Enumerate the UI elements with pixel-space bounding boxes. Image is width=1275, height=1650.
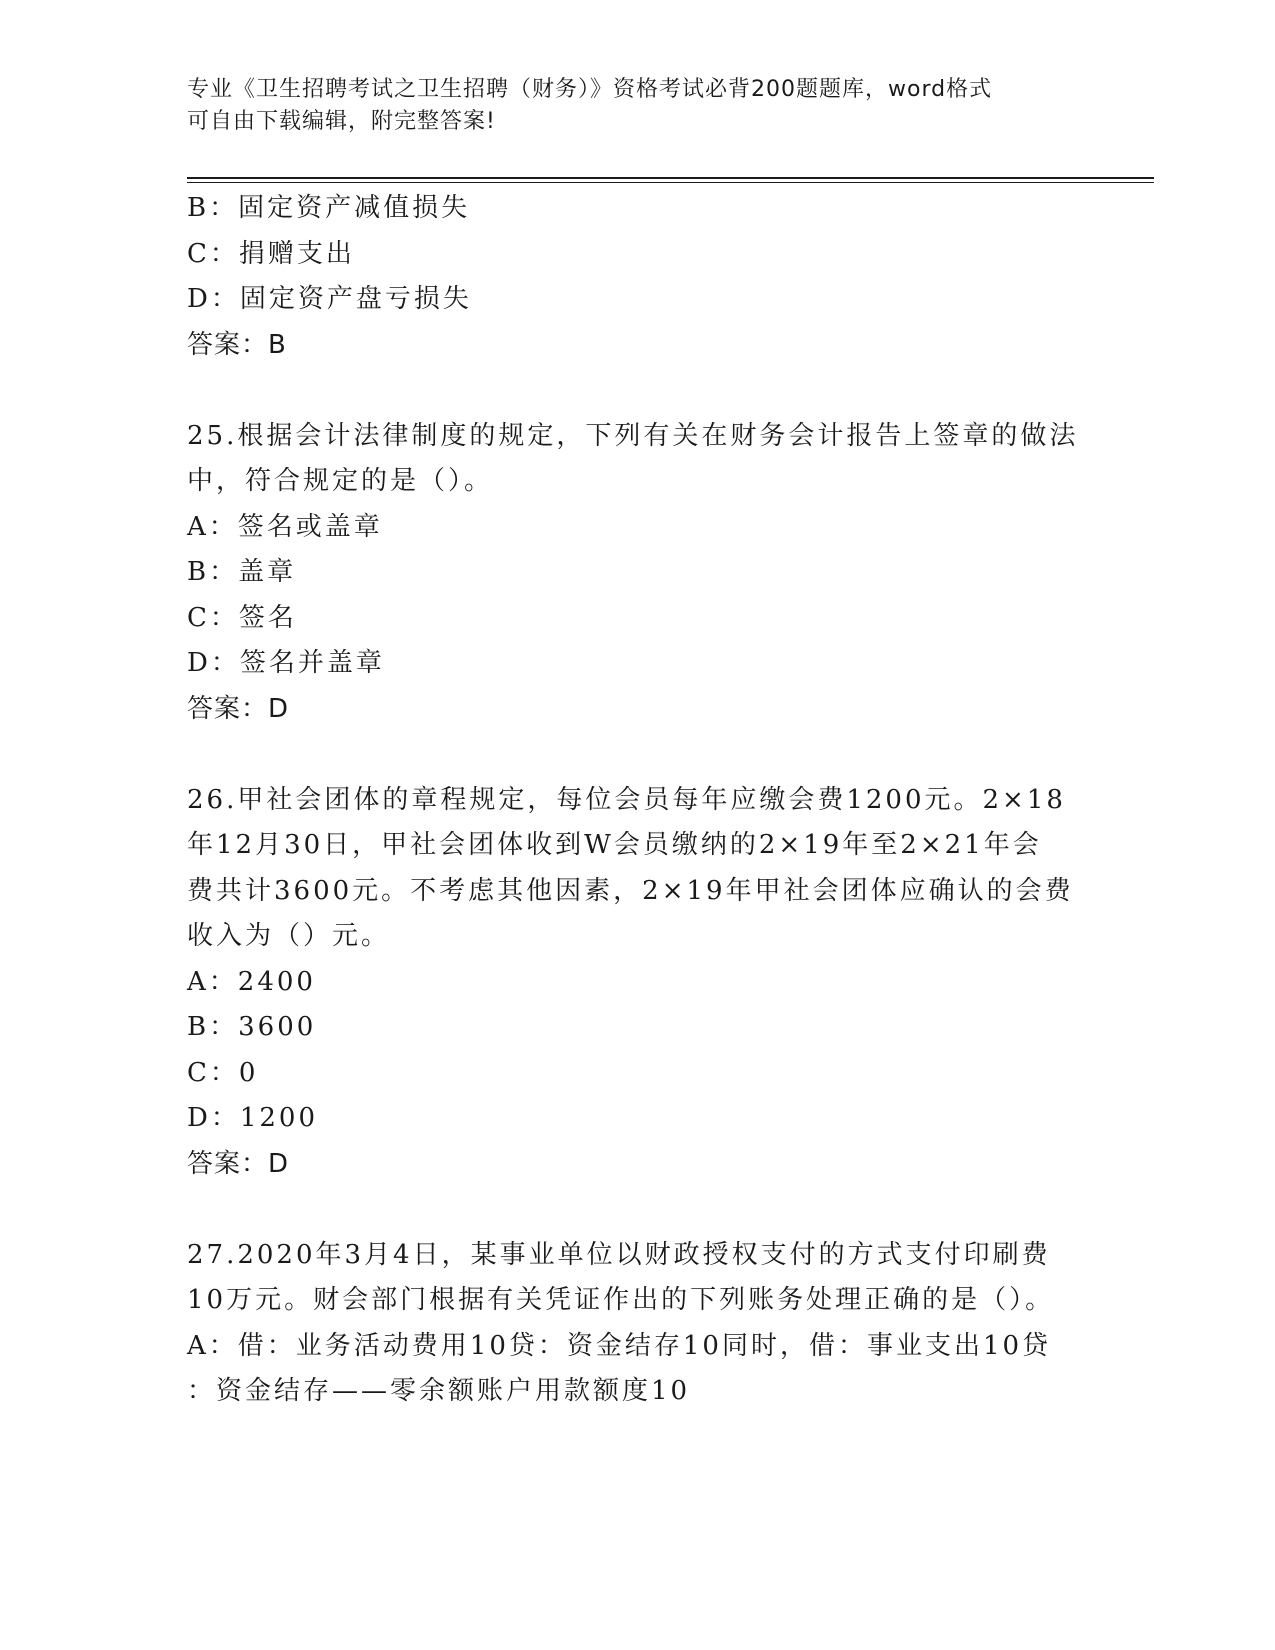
answer-line: 答案：D: [187, 693, 290, 724]
question-stem-line-1: 26.甲社会团体的章程规定，每位会员每年应缴会费1200元。2×18: [187, 784, 1066, 815]
question-list: [187, 186, 1087, 1415]
option-b: B：固定资产减值损失: [187, 193, 471, 223]
option-a: A：签名或盖章: [187, 511, 383, 542]
header-title-line-2: 可自由下载编辑，附完整答案!: [187, 109, 496, 134]
option-a-line-1: A：借：业务活动费用10贷：资金结存10同时，借：事业支出10贷: [187, 1330, 1052, 1361]
option-a-line-2: ：资金结存——零余额账户用款额度10: [187, 1376, 691, 1406]
question-26: [187, 778, 1087, 1188]
spacer: [187, 732, 1087, 778]
answer-line: 答案：B: [187, 329, 287, 360]
option-b: B：盖章: [187, 557, 297, 587]
question-25: [187, 414, 1087, 733]
option-a: A：2400: [187, 966, 316, 997]
question-stem-line-4: 收入为（）元。: [187, 921, 391, 951]
header-divider-thin: [187, 182, 1154, 183]
header-divider-thick: [187, 177, 1154, 179]
question-24-tail: [187, 186, 1087, 368]
question-stem-line-1: 25.根据会计法律制度的规定，下列有关在财务会计报告上签章的做法: [187, 420, 1079, 451]
question-27: [187, 1233, 1087, 1415]
question-stem-line-1: 27.2020年3月4日，某事业单位以财政授权支付的方式支付印刷费: [187, 1239, 1051, 1270]
question-stem-line-2: 中，符合规定的是（）。: [187, 466, 494, 496]
option-b: B：3600: [187, 1012, 317, 1042]
spacer: [187, 1187, 1087, 1233]
question-stem-line-3: 费共计3600元。不考虑其他因素，2×19年甲社会团体应确认的会费: [187, 875, 1074, 906]
option-c: C：0: [187, 1057, 259, 1088]
option-d: D：固定资产盘亏损失: [187, 284, 472, 314]
option-c: C：捐赠支出: [187, 238, 355, 269]
header-title-line-1: 专业《卫生招聘考试之卫生招聘（财务）》资格考试必背200题题库，word格式: [187, 77, 993, 102]
spacer: [187, 368, 1087, 414]
option-d: D：签名并盖章: [187, 648, 385, 678]
option-c: C：签名: [187, 602, 297, 633]
question-stem-line-2: 年12月30日，甲社会团体收到W会员缴纳的2×19年至2×21年会: [187, 830, 1042, 860]
answer-line: 答案：D: [187, 1148, 290, 1179]
option-d: D：1200: [187, 1103, 319, 1133]
page-header: [187, 74, 1087, 138]
question-stem-line-2: 10万元。财会部门根据有关凭证作出的下列账务处理正确的是（）。: [187, 1285, 1055, 1315]
